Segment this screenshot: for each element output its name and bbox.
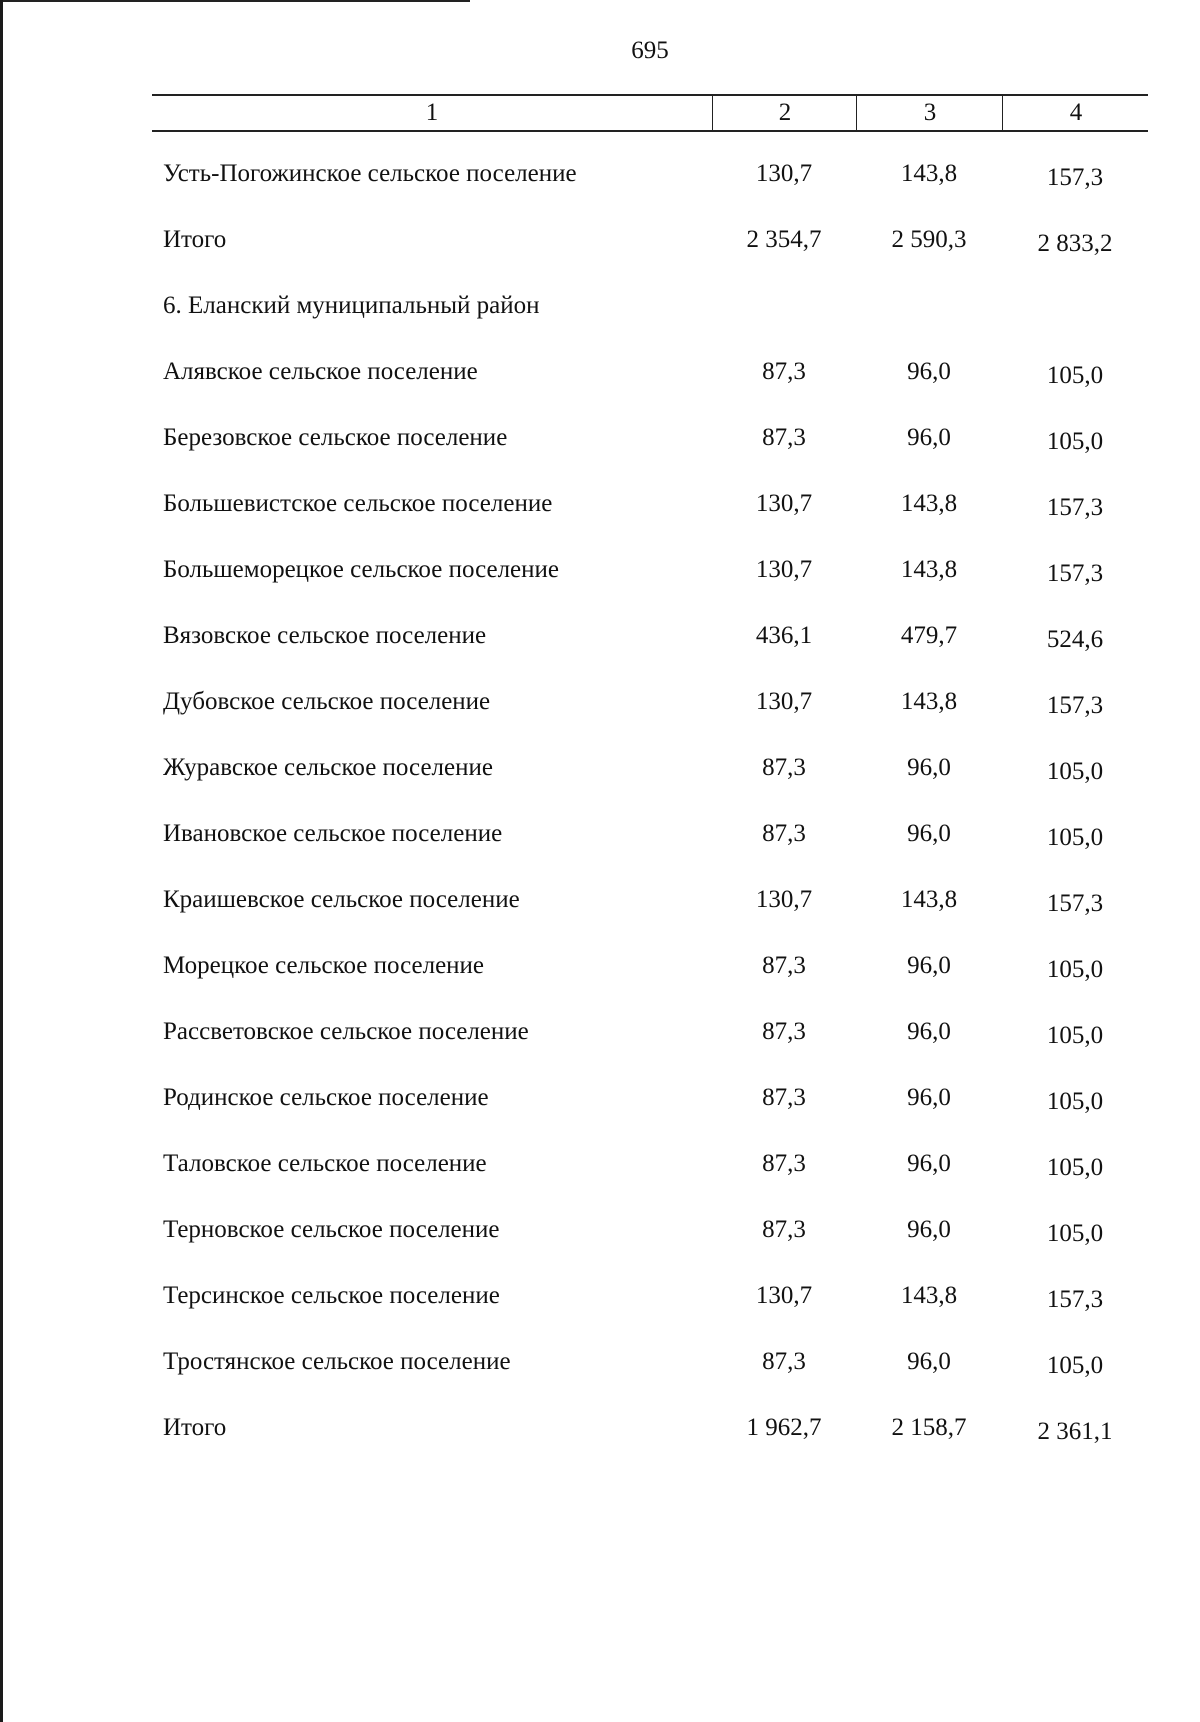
row-value-col-3: 96,0: [907, 358, 951, 385]
row-value-col-4: 157,3: [1046, 494, 1104, 521]
row-value-col-3: 96,0: [907, 754, 951, 781]
row-value-col-2: 87,3: [762, 1348, 806, 1375]
table-row: [0, 1272, 1200, 1338]
row-value-col-4: 524,6: [1046, 626, 1104, 653]
row-name-cell: Тростянское сельское поселение: [163, 1348, 511, 1375]
row-value-col-2: 87,3: [762, 1150, 806, 1177]
row-value-col-4: 157,3: [1046, 560, 1104, 587]
table-row: [0, 744, 1200, 810]
row-value-col-2: 1 962,7: [746, 1414, 822, 1441]
row-name-cell: Родинское сельское поселение: [163, 1084, 489, 1111]
row-value-col-4: 105,0: [1046, 1088, 1104, 1115]
table-row: [0, 348, 1200, 414]
row-value-col-3: 96,0: [907, 1150, 951, 1177]
table-row: [0, 282, 1200, 348]
row-value-col-3: 143,8: [900, 688, 958, 715]
row-value-col-2: 87,3: [762, 358, 806, 385]
row-value-col-4: 157,3: [1046, 692, 1104, 719]
row-value-col-2: 130,7: [755, 688, 813, 715]
row-value-col-2: 130,7: [755, 886, 813, 913]
row-name-cell: Рассветовское сельское поселение: [163, 1018, 529, 1045]
row-value-col-3: 2 590,3: [891, 226, 967, 253]
row-value-col-4: 2 361,1: [1037, 1418, 1113, 1445]
row-value-col-4: 105,0: [1046, 428, 1104, 455]
row-value-col-3: 96,0: [907, 1348, 951, 1375]
table-row: [0, 1338, 1200, 1404]
row-value-col-3: 96,0: [907, 424, 951, 451]
row-name-cell: Терсинское сельское поселение: [163, 1282, 500, 1309]
row-value-col-2: 130,7: [755, 1282, 813, 1309]
table-row: [0, 216, 1200, 282]
row-value-col-4: 105,0: [1046, 758, 1104, 785]
row-value-col-4: 105,0: [1046, 1352, 1104, 1379]
table-row: [0, 546, 1200, 612]
row-value-col-3: 96,0: [907, 820, 951, 847]
row-value-col-3: 143,8: [900, 556, 958, 583]
row-value-col-2: 87,3: [762, 1216, 806, 1243]
row-value-col-2: 87,3: [762, 820, 806, 847]
table-row: [0, 1008, 1200, 1074]
row-value-col-4: 105,0: [1046, 362, 1104, 389]
row-name-cell: Морецкое сельское поселение: [163, 952, 485, 979]
row-name-cell: Итого: [163, 1414, 227, 1441]
table-header-col-2: 2: [712, 96, 857, 130]
row-name-cell: Краишевское сельское поселение: [163, 886, 520, 913]
table-row: [0, 414, 1200, 480]
row-name-cell: Ивановское сельское поселение: [163, 820, 503, 847]
table-row: [0, 1404, 1200, 1470]
row-value-col-3: 96,0: [907, 1084, 951, 1111]
row-value-col-2: 87,3: [762, 754, 806, 781]
row-name-cell: Большевистское сельское поселение: [163, 490, 553, 517]
table-row: [0, 810, 1200, 876]
row-value-col-3: 96,0: [907, 1018, 951, 1045]
row-value-col-4: 2 833,2: [1037, 230, 1113, 257]
row-value-col-2: 2 354,7: [746, 226, 822, 253]
table-header-col-3: 3: [856, 96, 1003, 130]
row-name-cell: Таловское сельское поселение: [163, 1150, 487, 1177]
table-header-row: [152, 94, 1148, 132]
table-body: [0, 150, 1200, 1470]
row-value-col-2: 436,1: [755, 622, 813, 649]
row-value-col-4: 157,3: [1046, 1286, 1104, 1313]
row-value-col-4: 105,0: [1046, 956, 1104, 983]
row-value-col-3: 143,8: [900, 160, 958, 187]
row-value-col-2: 130,7: [755, 490, 813, 517]
row-value-col-4: 105,0: [1046, 1022, 1104, 1049]
row-value-col-2: 87,3: [762, 1084, 806, 1111]
row-name-cell: Большеморецкое сельское поселение: [163, 556, 559, 583]
row-value-col-4: 105,0: [1046, 824, 1104, 851]
row-value-col-2: 87,3: [762, 952, 806, 979]
row-name-cell: Терновское сельское поселение: [163, 1216, 500, 1243]
row-name-cell: Березовское сельское поселение: [163, 424, 508, 451]
row-value-col-4: 105,0: [1046, 1220, 1104, 1247]
row-value-col-2: 87,3: [762, 1018, 806, 1045]
table-row: [0, 942, 1200, 1008]
scan-top-edge-line: [0, 0, 470, 2]
row-value-col-4: 157,3: [1046, 890, 1104, 917]
table-row: [0, 876, 1200, 942]
row-value-col-3: 143,8: [900, 1282, 958, 1309]
table-row: [0, 1074, 1200, 1140]
table-row: [0, 480, 1200, 546]
row-name-cell: Итого: [163, 226, 227, 253]
row-value-col-2: 87,3: [762, 424, 806, 451]
row-name-cell: Журавское сельское поселение: [163, 754, 493, 781]
row-value-col-2: 130,7: [755, 160, 813, 187]
table-row: [0, 678, 1200, 744]
table-row: [0, 1206, 1200, 1272]
row-name-cell: Усть-Погожинское сельское поселение: [163, 160, 577, 187]
row-name-cell: Алявское сельское поселение: [163, 358, 478, 385]
table-row: [0, 1140, 1200, 1206]
row-value-col-3: 143,8: [900, 886, 958, 913]
table-header-col-1: 1: [425, 99, 439, 126]
page-number: 695: [631, 37, 669, 64]
row-value-col-3: 96,0: [907, 952, 951, 979]
row-value-col-3: 96,0: [907, 1216, 951, 1243]
table-header-col-4: 4: [1002, 96, 1149, 130]
row-name-cell: Дубовское сельское поселение: [163, 688, 491, 715]
row-value-col-3: 479,7: [900, 622, 958, 649]
row-value-col-4: 157,3: [1046, 164, 1104, 191]
row-value-col-4: 105,0: [1046, 1154, 1104, 1181]
table-row: [0, 150, 1200, 216]
row-value-col-3: 2 158,7: [891, 1414, 967, 1441]
row-name-cell: 6. Еланский муниципальный район: [163, 292, 540, 319]
row-value-col-3: 143,8: [900, 490, 958, 517]
table-row: [0, 612, 1200, 678]
row-value-col-2: 130,7: [755, 556, 813, 583]
row-name-cell: Вязовское сельское поселение: [163, 622, 487, 649]
